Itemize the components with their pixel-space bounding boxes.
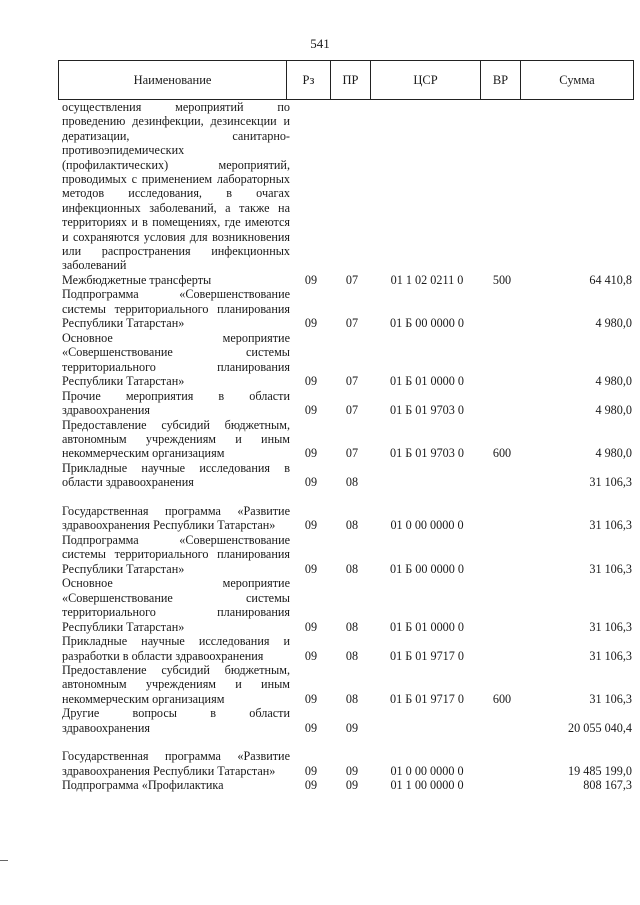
row-name: Прикладные научные исследования в области здравоохранения	[62, 460, 290, 490]
row-sum: 31 106,3	[589, 619, 632, 634]
row-sum: 20 055 040,4	[568, 720, 632, 735]
row-rz: 09	[304, 763, 318, 778]
row-rz: 09	[304, 446, 318, 461]
row-sum: 31 106,3	[589, 648, 632, 663]
row-pr: 07	[345, 316, 359, 331]
row-pr: 07	[345, 403, 359, 418]
row-vr: 500	[492, 272, 512, 287]
header-rz: Рз	[287, 61, 331, 99]
row-name: Предоставление субсидий бюджетным, автономным учреждениям и иным некоммерческим организациям	[62, 662, 290, 706]
row-rz: 09	[304, 778, 318, 793]
row-name: Межбюджетные трансферты	[62, 272, 212, 287]
row-sum: 64 410,8	[589, 272, 632, 287]
header-vr: ВР	[481, 61, 521, 99]
row-pr: 09	[345, 720, 359, 735]
header-name: Наименование	[59, 61, 287, 99]
row-sum: 4 980,0	[595, 316, 632, 331]
row-name: Государственная программа «Развитие здравоохранения Республики Татарстан»	[62, 749, 290, 778]
row-csr: 01 0 00 0000 0	[390, 763, 464, 778]
row-rz: 09	[304, 648, 318, 663]
row-pr: 08	[345, 648, 359, 663]
row-rz: 09	[304, 403, 318, 418]
row-csr: 01 0 00 0000 0	[390, 518, 464, 533]
row-rz: 09	[304, 691, 318, 706]
row-name: Предоставление субсидий бюджетным, автономным учреждениям и иным некоммерческим организациям	[62, 417, 290, 461]
table-row	[62, 663, 632, 706]
row-name: осуществления мероприятий по проведению дезинфекции, дезинсекции и дератизации, санитарно-противоэпидемических (профилактических) мероприятий, проводимых с применением лабораторных методов исследования, в очагах инфекционных заболеваний, а также на территориях и в помещениях, где имеются и сохраняются условия для возникновения или распространения инфекционных заболеваний	[62, 100, 290, 273]
row-sum: 31 106,3	[589, 518, 632, 533]
margin-mark	[0, 860, 8, 861]
row-csr: 01 Б 00 0000 0	[389, 561, 465, 576]
row-csr: 01 Б 01 9717 0	[389, 648, 465, 663]
table-row	[62, 331, 632, 389]
row-pr: 07	[345, 374, 359, 389]
row-name: Подпрограмма «Совершенствование системы территориального планирования Республики Татарстан»	[62, 532, 290, 576]
page-number: 541	[310, 36, 330, 51]
row-sum: 31 106,3	[589, 561, 632, 576]
table-row	[62, 461, 632, 490]
row-rz: 09	[304, 316, 318, 331]
row-name: Подпрограмма «Профилактика	[62, 778, 224, 793]
row-pr: 08	[345, 561, 359, 576]
table-row	[62, 735, 632, 778]
row-name: Прочие мероприятия в области здравоохранения	[62, 388, 290, 418]
row-rz: 09	[304, 619, 318, 634]
row-vr: 600	[492, 691, 512, 706]
row-rz: 09	[304, 561, 318, 576]
row-name: Государственная программа «Развитие здравоохранения Республики Татарстан»	[62, 503, 290, 533]
row-pr: 08	[345, 691, 359, 706]
table-row	[62, 389, 632, 418]
row-sum: 31 106,3	[589, 691, 632, 706]
row-rz: 09	[304, 518, 318, 533]
row-pr: 07	[345, 272, 359, 287]
row-csr: 01 Б 01 0000 0	[389, 619, 465, 634]
row-sum: 4 980,0	[595, 446, 632, 461]
row-csr: 01 Б 01 0000 0	[389, 374, 465, 389]
table-row	[62, 490, 632, 533]
row-name: Подпрограмма «Совершенствование системы территориального планирования Республики Татарстан»	[62, 287, 290, 331]
row-csr: 01 Б 01 9703 0	[389, 446, 465, 461]
row-pr: 07	[345, 446, 359, 461]
header-pr: ПР	[331, 61, 371, 99]
row-csr: 01 Б 01 9703 0	[389, 403, 465, 418]
row-pr: 08	[345, 475, 359, 490]
row-sum: 31 106,3	[589, 475, 632, 490]
row-rz: 09	[304, 475, 318, 490]
row-pr: 09	[345, 763, 359, 778]
row-sum: 4 980,0	[595, 374, 632, 389]
row-rz: 09	[304, 720, 318, 735]
row-pr: 09	[345, 778, 359, 793]
header-csr: ЦСР	[371, 61, 481, 99]
row-sum: 808 167,3	[583, 778, 632, 793]
table-row	[62, 778, 632, 792]
table-row	[62, 634, 632, 663]
table-row	[62, 533, 632, 576]
row-sum: 19 485 199,0	[568, 763, 632, 778]
row-name: Основное мероприятие «Совершенствование системы территориального планирования Республики Татарстан»	[62, 576, 290, 634]
table-row	[62, 287, 632, 330]
table-body	[62, 100, 632, 793]
row-pr: 08	[345, 619, 359, 634]
table-header	[58, 60, 634, 100]
row-vr: 600	[492, 446, 512, 461]
row-pr: 08	[345, 518, 359, 533]
header-sum: Сумма	[559, 72, 595, 87]
row-csr: 01 1 02 0211 0	[390, 272, 464, 287]
row-csr: 01 Б 00 0000 0	[389, 316, 465, 331]
row-csr: 01 Б 01 9717 0	[389, 691, 465, 706]
row-rz: 09	[304, 374, 318, 389]
row-sum: 4 980,0	[595, 403, 632, 418]
table-row	[62, 576, 632, 634]
table-row	[62, 706, 632, 735]
table-row	[62, 418, 632, 461]
row-name: Основное мероприятие «Совершенствование системы территориального планирования Республики Татарстан»	[62, 330, 290, 389]
row-rz: 09	[304, 272, 318, 287]
table-row	[62, 100, 632, 273]
row-name: Другие вопросы в области здравоохранения	[62, 706, 290, 735]
row-name: Прикладные научные исследования и разработки в области здравоохранения	[62, 634, 290, 663]
table-row	[62, 273, 632, 287]
row-csr: 01 1 00 0000 0	[390, 778, 464, 793]
